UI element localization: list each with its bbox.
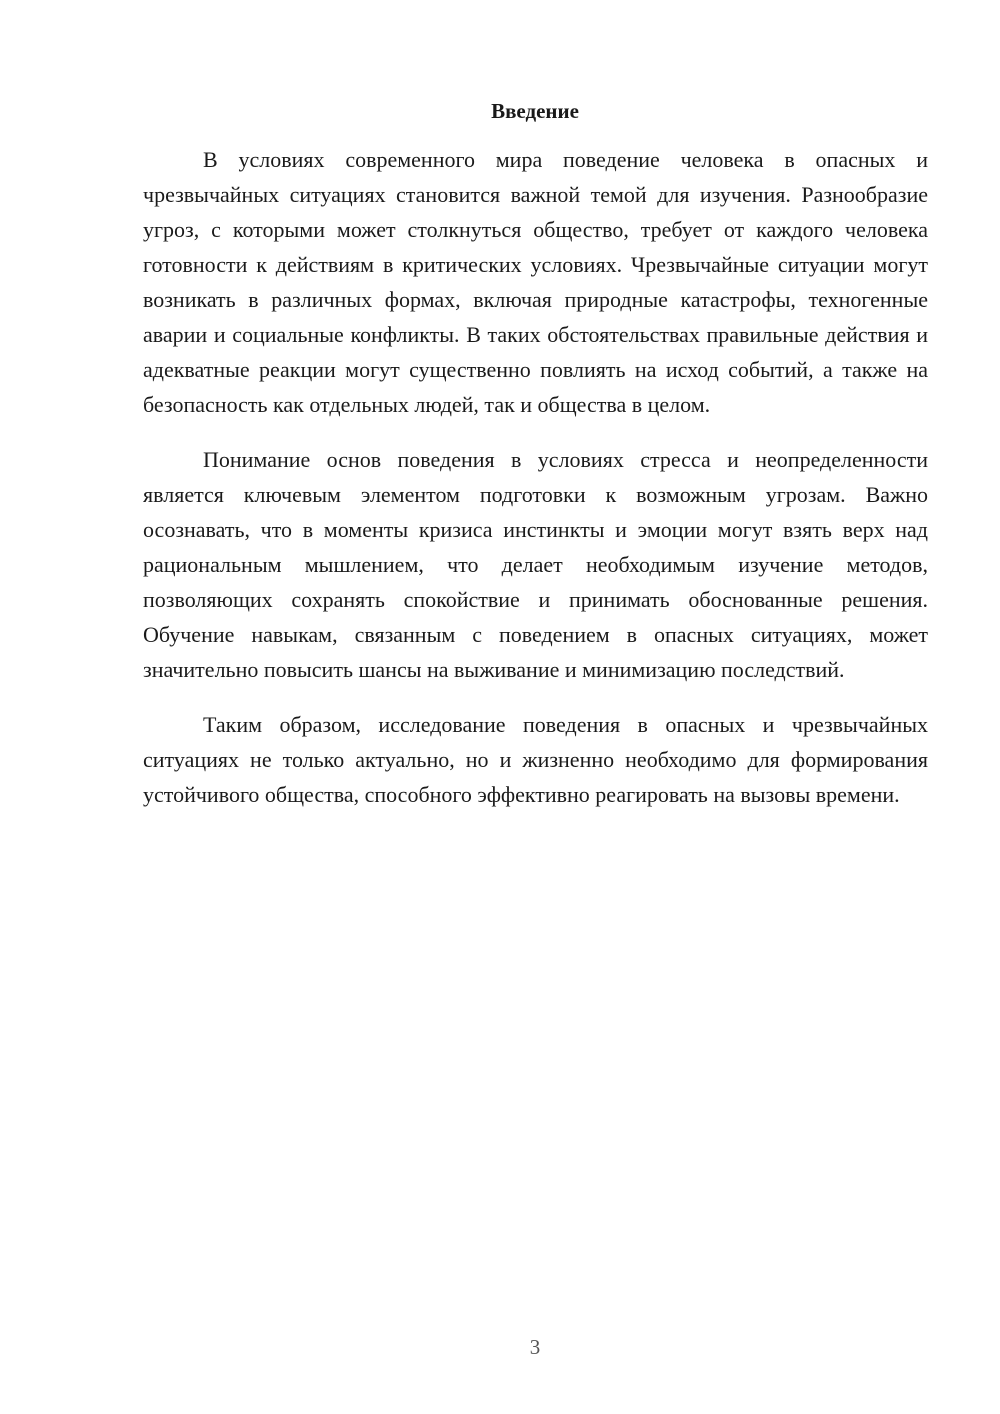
body-text (143, 142, 928, 832)
page-title: Введение (491, 99, 579, 123)
paragraph-2: Понимание основ поведения в условиях стресса и неопределенности является ключевым элементом подготовки к возможным угрозам. Важно осознавать, что в моменты кризиса инстинкты и эмоции могут взять верх над рациональным мышлением, что делает необходимым изучение методов, позволяющих сохранять спокойствие и принимать обоснованные решения. Обучение навыкам, связанным с поведением в опасных ситуациях, может значительно повысить шансы на выживание и минимизацию последствий. (143, 447, 928, 682)
page-number: 3 (529, 1335, 541, 1359)
paragraph-3: Таким образом, исследование поведения в опасных и чрезвычайных ситуациях не только актуально, но и жизненно необходимо для формирования устойчивого общества, способного эффективно реагировать на вызовы времени. (143, 712, 928, 807)
paragraph-1: В условиях современного мира поведение человека в опасных и чрезвычайных ситуациях становится важной темой для изучения. Разнообразие угроз, с которыми может столкнуться общество, требует от каждого человека готовности к действиям в критических условиях. Чрезвычайные ситуации могут возникать в различных формах, включая природные катастрофы, техногенные аварии и социальные конфликты. В таких обстоятельствах правильные действия и адекватные реакции могут существенно повлиять на исход событий, а также на безопасность как отдельных людей, так и общества в целом. (143, 147, 928, 417)
